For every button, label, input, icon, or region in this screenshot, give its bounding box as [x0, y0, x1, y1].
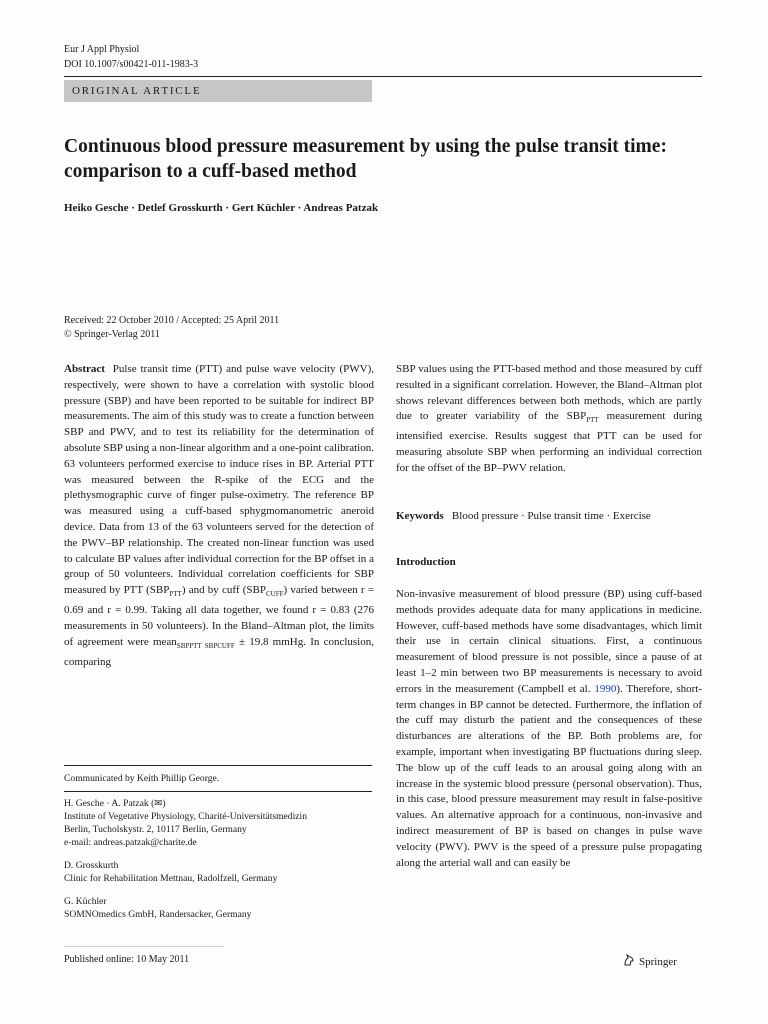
- keywords: [396, 510, 702, 522]
- footnote-rule: [64, 791, 372, 792]
- abstract: [64, 362, 374, 671]
- abstract-label: Abstract: [64, 363, 105, 375]
- published-rule: [64, 946, 224, 947]
- aff1-names: H. Gesche · A. Patzak (✉): [64, 798, 166, 809]
- header-rule: [64, 76, 702, 77]
- aff1-institution: Institute of Vegetative Physiology, Charité-Universitätsmedizin: [64, 811, 307, 822]
- intro-text-2: ). Therefore, short-term changes in BP cannot be detected. Furthermore, the inflation of the cuff may disturb the patient and the consequences of these disturbances are alterations of the BP. Both problems are, for example, important when investigating BP fluctuations during sleep. The blow up of the cuff leads to an arousal going along with an increase in the systemic blood pressure (personal observation). Thus, in this case, blood pressure measurement may result in false-positive values. An alternative approach for a continuous, non-invasive and indirect measurement of BP is based on changes in pulse wave velocity (PWV). PWV is the speed of a pressure pulse propagating along the arterial wall and can easily be: [396, 682, 702, 869]
- author-list: Heiko Gesche · Detlef Grosskurth · Gert Küchler · Andreas Patzak: [64, 202, 379, 214]
- aff1-email[interactable]: e-mail: andreas.patzak@charite.de: [64, 837, 197, 848]
- abstract-continued: [396, 362, 702, 477]
- aff1-address: Berlin, Tucholskystr. 2, 10117 Berlin, Germany: [64, 824, 247, 835]
- aff2-name: D. Grosskurth: [64, 860, 119, 871]
- section-banner: ORIGINAL ARTICLE: [64, 80, 372, 102]
- aff3-institution: SOMNOmedics GmbH, Randersacker, Germany: [64, 909, 252, 920]
- dates-block: [64, 314, 279, 342]
- keywords-text: Blood pressure · Pulse transit time · Exercise: [451, 510, 651, 522]
- aff2-institution: Clinic for Rehabilitation Mettnau, Radolfzell, Germany: [64, 873, 278, 884]
- abstract-text-3: ) varied between r = 0.69 and r = 0.99. Taking all data together, we found r = 0.83 (276 measurements in 50 volunteers). In the Bland–Altman plot, the limits of agreement were mean: [64, 584, 374, 648]
- abstract-text-2: ) and by cuff (SBP: [181, 584, 266, 597]
- abstract-sub-mean: SBPPTT SBPCUFF: [176, 641, 235, 650]
- abstract-text-1: Pulse transit time (PTT) and pulse wave velocity (PWV), respectively, were shown to have a correlation with systolic blood pressure (SBP) and have been reported to be suitable for indirect BP measurements. The aim of this study was to create a function between SBP and PWV, and to test its reliability for the determination of absolute SBP using a non-linear algorithm and a one-point calibration. 63 volunteers performed exercise to induce rises in BP. Arterial PTT was measured between the R-spike of the ECG and the plethysmographic curve of finger pulse-oximetry. The reference BP was measured using a cuff-based sphygmomanometric aneroid device. Data from 13 of the 63 volunteers served for the detection of the PWV–BP relationship. The created non-linear function was used to calculate BP values after individual correction for the BP offset in a group of 50 volunteers. Individual correlation coefficients for SBP measured by PTT (SBP: [64, 363, 375, 597]
- publisher-mark: [622, 953, 677, 970]
- abstract-cont-sub: PTT: [586, 416, 599, 425]
- intro-text-1: Non-invasive measurement of blood pressure (BP) using cuff-based methods provides adequate data for many applications in medicine. However, cuff-based methods have some disadvantages, which limit their use in certain clinical situations. First, a continuous measurement of blood pressure is not possible, since a pause of at least 1–2 min between two BP measurements is necessary to avoid errors in the measurement (Campbell et al.: [396, 588, 702, 695]
- abstract-cont-1: SBP values using the PTT-based method and those measured by cuff resulted in a significant correlation. However, the Bland–Altman plot shows relevant differences between both methods, which are partly due to greater variability of the SBP: [396, 363, 702, 423]
- footnote-rule-top: [64, 765, 372, 766]
- journal-name: Eur J Appl Physiol: [64, 44, 140, 55]
- abstract-sub-ptt: PTT: [169, 590, 182, 599]
- affiliations: [64, 797, 372, 921]
- copyright: © Springer-Verlag 2011: [64, 329, 160, 340]
- abstract-sub-cuff: CUFF: [265, 590, 284, 599]
- introduction-body: [396, 587, 702, 871]
- communicated-note: Communicated by Keith Phillip George.: [64, 773, 220, 784]
- doi: DOI 10.1007/s00421-011-1983-3: [64, 59, 199, 70]
- journal-header: [64, 42, 198, 72]
- abstract-cont-2: measurement during intensified exercise. Results suggest that PTT can be used for measuring absolute SBP when performing an individual correction for the offset of the BP–PWV relation.: [396, 410, 702, 474]
- publisher-name: Springer: [639, 955, 677, 968]
- published-date: Published online: 10 May 2011: [64, 954, 190, 965]
- abstract-text-4: ± 19.8 mmHg. In conclusion, comparing: [64, 635, 374, 668]
- springer-horse-icon: [622, 953, 636, 970]
- keywords-label: Keywords: [396, 510, 444, 522]
- article-title: Continuous blood pressure measurement by using the pulse transit time: comparison to a cuff-based method: [64, 136, 667, 182]
- aff3-name: G. Küchler: [64, 896, 107, 907]
- introduction-heading: Introduction: [396, 556, 456, 568]
- received-accepted: Received: 22 October 2010 / Accepted: 25 April 2011: [64, 315, 280, 326]
- citation-link[interactable]: 1990: [594, 682, 617, 695]
